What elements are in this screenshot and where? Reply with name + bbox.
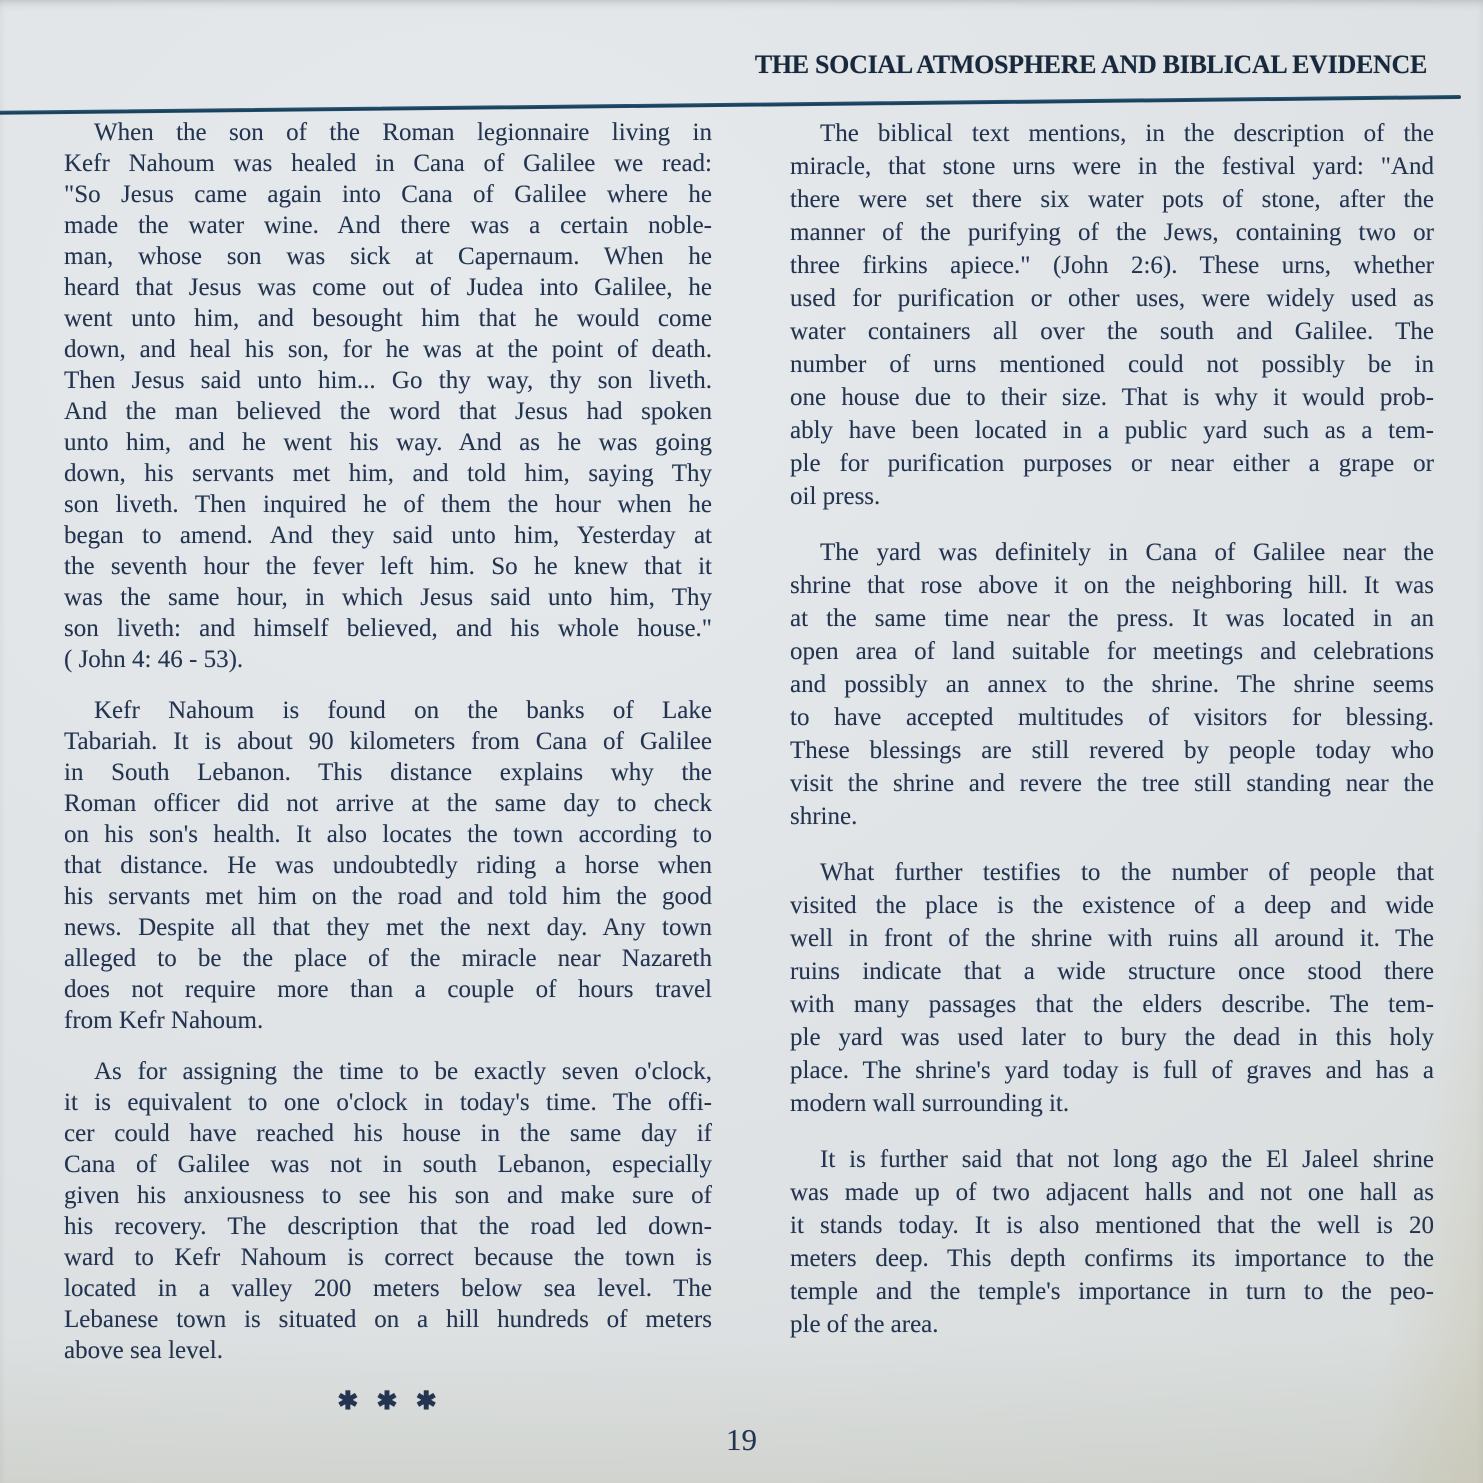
text-line: "So Jesus came again into Cana of Galilee where he bbox=[64, 181, 712, 208]
text-line: used for purification or other uses, were widely used as bbox=[790, 285, 1434, 312]
text-line: place. The shrine's yard today is full of graves and has a bbox=[790, 1057, 1434, 1084]
text-line: three firkins apiece." (John 2:6). These urns, whether bbox=[790, 252, 1434, 279]
text-line: from Kefr Nahoum. bbox=[64, 1007, 264, 1034]
text-line: it stands today. It is also mentioned that the well is 20 bbox=[790, 1212, 1434, 1239]
text-line: was the same hour, in which Jesus said unto him, Thy bbox=[64, 584, 712, 611]
text-line: The yard was definitely in Cana of Galilee near the bbox=[820, 539, 1434, 566]
text-line: Lebanese town is situated on a hill hundreds of meters bbox=[64, 1306, 712, 1333]
text-line: oil press. bbox=[790, 483, 881, 510]
text-line: Cana of Galilee was not in south Lebanon, especially bbox=[64, 1151, 712, 1178]
header-rule bbox=[0, 95, 1461, 115]
text-line: As for assigning the time to be exactly seven o'clock, bbox=[94, 1058, 712, 1085]
column-right bbox=[790, 117, 1434, 1341]
text-line: open area of land suitable for meetings and celebrations bbox=[790, 638, 1434, 665]
text-line: ple for purification purposes or near either a grape or bbox=[790, 450, 1434, 477]
text-line: shrine that rose above it on the neighboring hill. It was bbox=[790, 572, 1434, 599]
text-line: number of urns mentioned could not possibly be in bbox=[790, 351, 1434, 378]
text-line: does not require more than a couple of hours travel bbox=[64, 976, 712, 1003]
text-line: that distance. He was undoubtedly riding a horse when bbox=[64, 852, 712, 879]
paragraph bbox=[790, 117, 1434, 513]
text-line: miracle, that stone urns were in the festival yard: "And bbox=[790, 153, 1434, 180]
text-line: unto him, and he went his way. And as he was going bbox=[64, 429, 712, 456]
text-line: Roman officer did not arrive at the same day to check bbox=[64, 790, 712, 817]
text-line: his recovery. The description that the road led down- bbox=[64, 1213, 712, 1240]
paragraph bbox=[790, 536, 1434, 833]
text-line: water containers all over the south and Galilee. The bbox=[790, 318, 1434, 345]
text-line: meters deep. This depth confirms its importance to the bbox=[790, 1245, 1434, 1272]
text-line: to have accepted multitudes of visitors for blessing. bbox=[790, 704, 1434, 731]
text-line: These blessings are still revered by people today who bbox=[790, 737, 1434, 764]
text-line: visit the shrine and revere the tree still standing near the bbox=[790, 770, 1434, 797]
text-line: it is equivalent to one o'clock in today's time. The offi- bbox=[64, 1089, 712, 1116]
text-line: The biblical text mentions, in the description of the bbox=[820, 120, 1434, 147]
text-line: at the same time near the press. It was located in an bbox=[790, 605, 1434, 632]
text-line: there were set there six water pots of stone, after the bbox=[790, 186, 1434, 213]
text-line: manner of the purifying of the Jews, containing two or bbox=[790, 219, 1434, 246]
text-line: temple and the temple's importance in turn to the peo- bbox=[790, 1278, 1434, 1305]
text-line: ward to Kefr Nahoum is correct because the town is bbox=[64, 1244, 712, 1271]
paragraph bbox=[790, 1143, 1434, 1341]
text-line: was made up of two adjacent halls and not one hall as bbox=[790, 1179, 1434, 1206]
text-line: given his anxiousness to see his son and make sure of bbox=[64, 1182, 712, 1209]
text-line: modern wall surrounding it. bbox=[790, 1090, 1070, 1117]
text-line: heard that Jesus was come out of Judea into Galilee, he bbox=[64, 274, 712, 301]
paragraph bbox=[790, 856, 1434, 1120]
text-line: man, whose son was sick at Capernaum. When he bbox=[64, 243, 712, 270]
text-line: well in front of the shrine with ruins all around it. The bbox=[790, 925, 1434, 952]
text-line: above sea level. bbox=[64, 1337, 223, 1364]
text-line: What further testifies to the number of people that bbox=[820, 859, 1434, 886]
text-line: and possibly an annex to the shrine. The shrine seems bbox=[790, 671, 1434, 698]
text-line: news. Despite all that they met the next day. Any town bbox=[64, 914, 712, 941]
text-line: cer could have reached his house in the same day if bbox=[64, 1120, 712, 1147]
section-divider: ✱ ✱ ✱ bbox=[337, 1388, 439, 1415]
text-line: Then Jesus said unto him... Go thy way, thy son liveth. bbox=[64, 367, 712, 394]
paragraph bbox=[64, 117, 712, 675]
page-number: 19 bbox=[726, 1422, 757, 1457]
text-line: When the son of the Roman legionnaire living in bbox=[94, 119, 712, 146]
text-line: with many passages that the elders describe. The tem- bbox=[790, 991, 1434, 1018]
text-line: shrine. bbox=[790, 803, 858, 830]
text-line: down, his servants met him, and told him, saying Thy bbox=[64, 460, 712, 487]
text-line: It is further said that not long ago the El Jaleel shrine bbox=[820, 1146, 1434, 1173]
text-line: ple yard was used later to bury the dead in this holy bbox=[790, 1024, 1434, 1051]
text-line: And the man believed the word that Jesus had spoken bbox=[64, 398, 712, 425]
text-line: began to amend. And they said unto him, Yesterday at bbox=[64, 522, 712, 549]
text-line: ably have been located in a public yard such as a tem- bbox=[790, 417, 1434, 444]
text-line: Kefr Nahoum was healed in Cana of Galilee we read: bbox=[64, 150, 712, 177]
text-line: went unto him, and besought him that he would come bbox=[64, 305, 712, 332]
text-line: ( John 4: 46 - 53). bbox=[64, 646, 244, 673]
paragraph bbox=[64, 1056, 712, 1366]
text-line: son liveth: and himself believed, and his whole house." bbox=[64, 615, 712, 642]
text-line: his servants met him on the road and told him the good bbox=[64, 883, 712, 910]
text-line: down, and heal his son, for he was at the point of death. bbox=[64, 336, 712, 363]
text-line: one house due to their size. That is why it would prob- bbox=[790, 384, 1434, 411]
column-left bbox=[64, 117, 712, 1366]
text-line: Kefr Nahoum is found on the banks of Lake bbox=[94, 697, 712, 724]
text-line: in South Lebanon. This distance explains why the bbox=[64, 759, 712, 786]
page-title: THE SOCIAL ATMOSPHERE AND BIBLICAL EVIDENCE bbox=[754, 50, 1427, 79]
text-line: ple of the area. bbox=[790, 1311, 939, 1338]
text-line: son liveth. Then inquired he of them the hour when he bbox=[64, 491, 712, 518]
text-line: on his son's health. It also locates the town according to bbox=[64, 821, 712, 848]
text-line: made the water wine. And there was a certain noble- bbox=[64, 212, 712, 239]
text-line: located in a valley 200 meters below sea level. The bbox=[64, 1275, 712, 1302]
text-line: visited the place is the existence of a deep and wide bbox=[790, 892, 1434, 919]
text-line: Tabariah. It is about 90 kilometers from Cana of Galilee bbox=[64, 728, 712, 755]
text-line: ruins indicate that a wide structure once stood there bbox=[790, 958, 1434, 985]
text-line: alleged to be the place of the miracle near Nazareth bbox=[64, 945, 712, 972]
text-line: the seventh hour the fever left him. So he knew that it bbox=[64, 553, 712, 580]
paragraph bbox=[64, 695, 712, 1036]
